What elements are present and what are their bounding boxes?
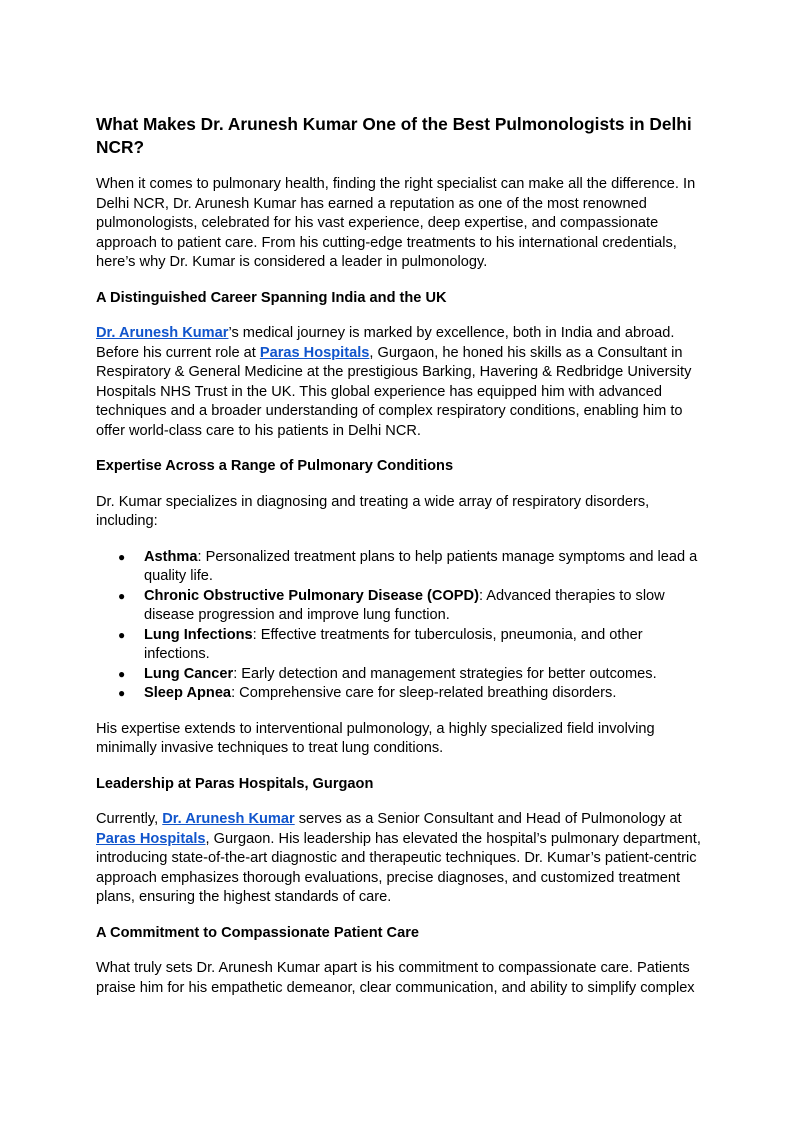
document-body (96, 113, 702, 1014)
hospital-link[interactable]: Paras Hospitals (259, 344, 370, 361)
bullet-icon: ● (118, 588, 126, 603)
bullet-icon: ● (118, 549, 126, 564)
list-item (96, 548, 702, 587)
condition-term: Lung Infections (144, 626, 253, 643)
leadership-text-c: , Gurgaon. His leadership has elevated the hospital’s pulmonary department, introducing state-of-the-art diagnostic and therapeutic techniques. Dr. Kumar’s patient-centric approach emphasizes thorough evaluations, precise diagnoses, and customized treatment plans, ensuring the highest standards of care. (96, 830, 701, 905)
condition-term: Sleep Apnea (144, 685, 232, 701)
career-text-a: ’s medical journey is marked by excellence, both in India and abroad. Before his current role at (96, 325, 675, 361)
list-item (96, 665, 702, 685)
career-paragraph (96, 324, 702, 441)
section-heading-career: A Distinguished Career Spanning India and the UK (96, 289, 447, 306)
section-heading-expertise: Expertise Across a Range of Pulmonary Conditions (96, 458, 454, 474)
section-heading-care: A Commitment to Compassionate Patient Care (96, 924, 420, 941)
care-paragraph: What truly sets Dr. Arunesh Kumar apart is his commitment to compassionate care. Patients praise him for his empathetic demeanor, clear communication, and ability to simplify complex (96, 960, 695, 996)
condition-term: Asthma (144, 548, 198, 565)
expertise-outro: His expertise extends to interventional pulmonology, a highly specialized field involving minimally invasive techniques to treat lung conditions. (96, 720, 655, 756)
leadership-text-a: Currently, (96, 811, 163, 827)
leadership-text-b: serves as a Senior Consultant and Head of Pulmonology at (294, 811, 682, 827)
leadership-paragraph (96, 810, 702, 908)
expertise-intro: Dr. Kumar specializes in diagnosing and treating a wide array of respiratory disorders, including: (96, 493, 650, 529)
list-item (96, 626, 702, 665)
conditions-list (96, 548, 702, 704)
hospital-link[interactable]: Paras Hospitals (96, 830, 206, 847)
doctor-link[interactable]: Dr. Arunesh Kumar (96, 325, 229, 341)
bullet-icon: ● (118, 686, 126, 700)
condition-desc: : Effective treatments for tuberculosis, pneumonia, and other infections. (144, 626, 643, 662)
bullet-icon: ● (118, 627, 126, 642)
list-item (96, 587, 702, 626)
intro-paragraph: When it comes to pulmonary health, finding the right specialist can make all the difference. In Delhi NCR, Dr. Arunesh Kumar has earned a reputation as one of the most renowned pulmonologists, celebrated for his vast experience, deep expertise, and compassionate approach to patient care. From his cutting-edge treatments to his international credentials, here’s why Dr. Kumar is considered a leader in pulmonology. (96, 176, 696, 270)
condition-term: Chronic Obstructive Pulmonary Disease (COPD) (144, 587, 479, 604)
career-text-b: , Gurgaon, he honed his skills as a Consultant in Respiratory & General Medicine at the prestigious Barking, Havering & Redbridge University Hospitals NHS Trust in the UK. This global experience has equipped him with advanced techniques and a broader understanding of complex respiratory conditions, enabling him to offer world-class care to his patients in Delhi NCR. (96, 344, 692, 439)
condition-desc: : Advanced therapies to slow disease progression and improve lung function. (144, 587, 665, 623)
condition-desc: : Comprehensive care for sleep-related breathing disorders. (231, 685, 617, 701)
list-item (96, 684, 702, 704)
condition-desc: : Personalized treatment plans to help patients manage symptoms and lead a quality life. (144, 548, 698, 584)
bullet-icon: ● (118, 666, 126, 681)
condition-desc: : Early detection and management strategies for better outcomes. (233, 665, 657, 682)
doctor-link[interactable]: Dr. Arunesh Kumar (162, 811, 295, 827)
page-title: What Makes Dr. Arunesh Kumar One of the Best Pulmonologists in Delhi NCR? (96, 114, 692, 157)
section-heading-leadership: Leadership at Paras Hospitals, Gurgaon (96, 775, 374, 792)
condition-term: Lung Cancer (144, 665, 234, 682)
